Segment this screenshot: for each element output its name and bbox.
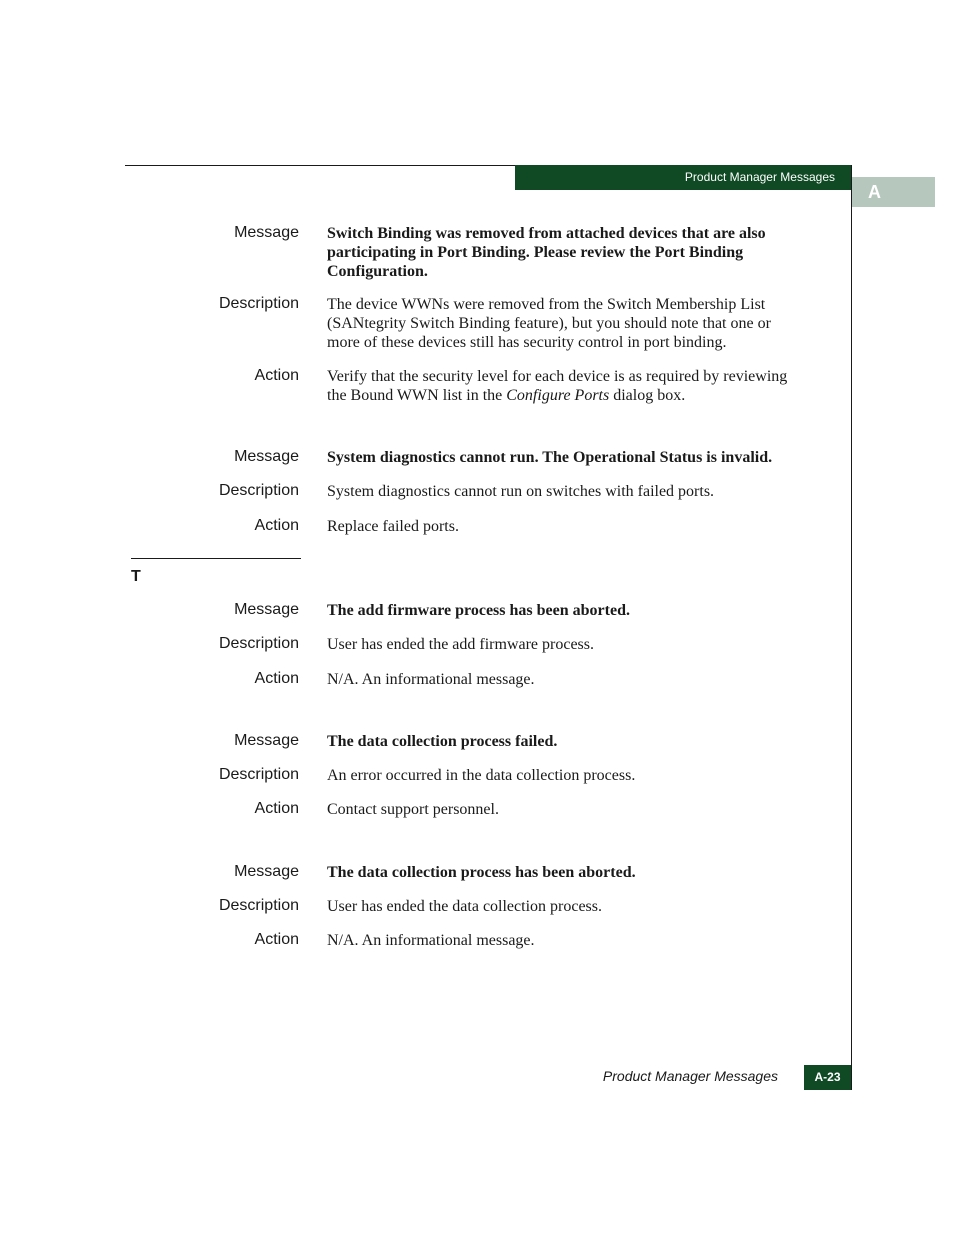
dialog-name: Configure Ports [506,387,610,404]
description-label: Description [218,295,299,312]
section-letter: T [131,568,141,585]
action-label: Action [254,670,299,687]
description-label: Description [218,635,299,652]
header-rule [125,165,515,166]
action-text: Contact support personnel. [327,801,499,818]
appendix-tab: A [852,177,935,207]
message-label: Message [234,863,299,880]
action-text-part: Verify that the security level for each device is as required by reviewing the Bound WWN list in the [327,368,788,404]
description-label: Description [218,482,299,499]
message-text: System diagnostics cannot run. The Operational Status is invalid. [327,449,773,466]
margin-rule [851,165,852,1090]
message-text: The add firmware process has been aborted. [327,602,630,619]
action-text: Replace failed ports. [327,518,459,535]
message-text: The data collection process failed. [327,733,558,750]
action-text [327,367,807,405]
running-header: Product Manager Messages [515,165,851,190]
page-number: A-23 [804,1065,851,1090]
section-rule [131,558,301,559]
action-label: Action [254,517,299,534]
message-text: Switch Binding was removed from attached devices that are also participating in Port Binding. Please review the Port Binding Configuration. [327,225,766,280]
message-label: Message [234,448,299,465]
action-label: Action [254,800,299,817]
action-label: Action [254,367,299,384]
description-text: System diagnostics cannot run on switches with failed ports. [327,483,715,500]
action-text: N/A. An informational message. [327,932,535,949]
message-label: Message [234,732,299,749]
footer-title: Product Manager Messages [602,1068,778,1084]
description-text: User has ended the data collection process. [327,898,603,915]
description-text: An error occurred in the data collection process. [327,767,636,784]
message-text: The data collection process has been aborted. [327,864,636,881]
description-text: The device WWNs were removed from the Switch Membership List (SANtegrity Switch Binding feature), but you should note that one or more of these devices still has security control in port binding. [327,296,771,351]
action-label: Action [254,931,299,948]
description-text: User has ended the add firmware process. [327,636,595,653]
action-text-part: dialog box. [609,387,686,404]
description-label: Description [218,766,299,783]
message-label: Message [234,224,299,241]
description-label: Description [218,897,299,914]
action-text: N/A. An informational message. [327,671,535,688]
message-label: Message [234,601,299,618]
